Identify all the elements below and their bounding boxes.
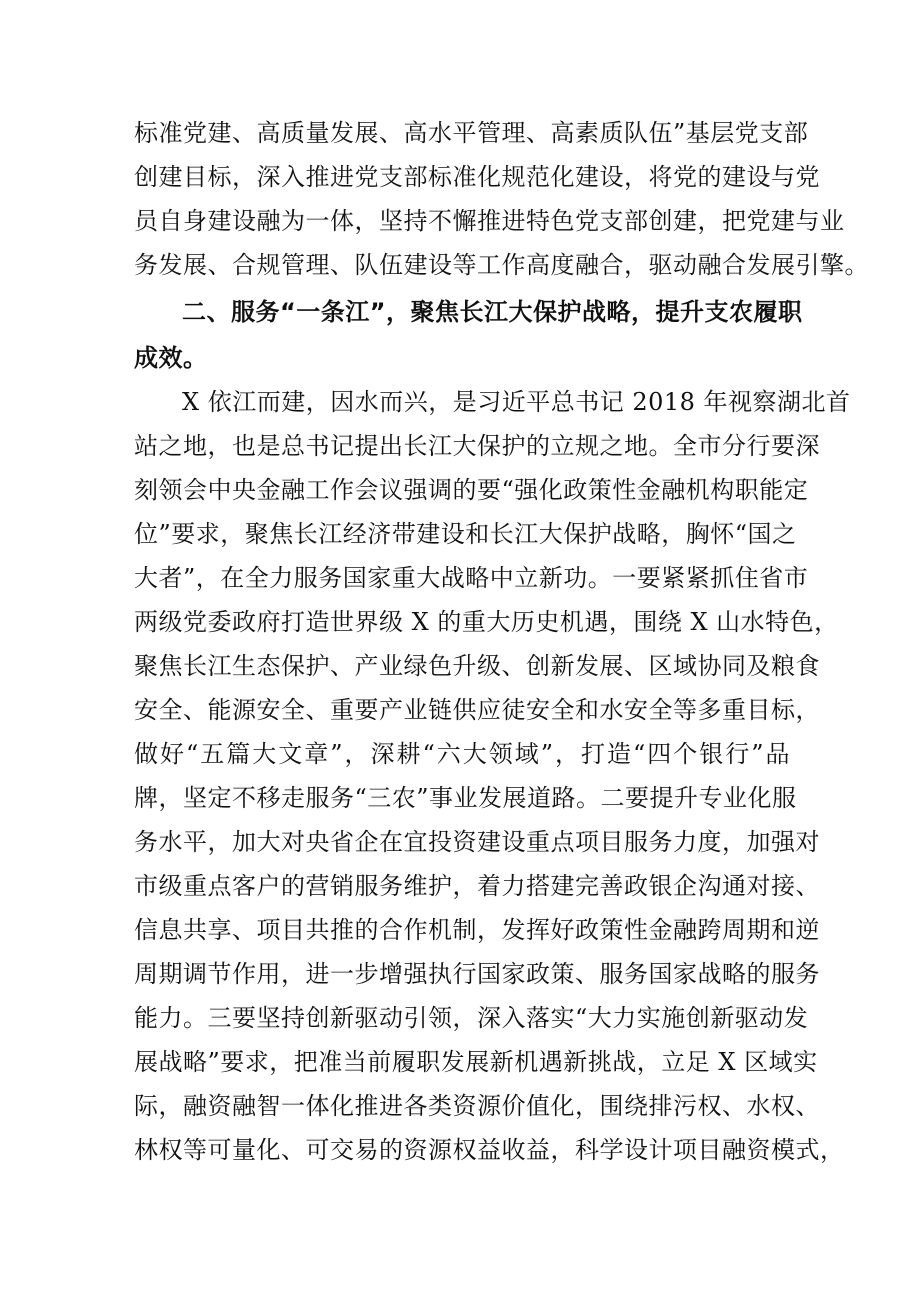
paragraph-2-line-13: 信息共享、项目共推的合作机制，发挥好政策性金融跨周期和逆 [134,916,820,944]
section-heading-line-1: 二、服务“一条江”，聚焦长江大保护战略，提升支农履职 [182,298,803,326]
paragraph-1-line-3: 员自身建设融为一体，坚持不懈推进特色党支部创建，把党建与业 [134,207,845,235]
paragraph-2-line-6: 两级党委政府打造世界级 X 的重大历史机遇，围绕 X 山水特色， [134,608,839,636]
paragraph-2-line-16: 展战略”要求，把准当前履职发展新机遇新挑战，立足 X 区域实 [134,1048,818,1076]
paragraph-2-line-12: 市级重点客户的营销服务维护，着力搭建完善政银企沟通对接、 [134,872,820,900]
paragraph-2-line-14: 周期调节作用，进一步增强执行国家政策、服务国家战略的服务 [134,960,820,988]
paragraph-2-line-9: 做好“五篇大文章”，深耕“六大领域”，打造“四个银行”品 [134,740,790,768]
paragraph-2-line-1: X 依江而建，因水而兴，是习近平总书记 2018 年视察湖北首 [182,388,851,416]
paragraph-2-line-11: 务水平，加大对央省企在宜投资建设重点项目服务力度，加强对 [134,828,820,856]
paragraph-2-line-8: 安全、能源安全、重要产业链供应徒安全和水安全等多重目标， [134,696,820,724]
paragraph-2-line-5: 大者”，在全力服务国家重大战略中立新功。一要紧紧抓住省市 [134,564,809,592]
paragraph-1-line-1: 标准党建、高质量发展、高水平管理、高素质队伍”基层党支部 [134,119,809,147]
paragraph-2-line-3: 刻领会中央金融工作会议强调的要“强化政策性金融机构职能定 [134,476,809,504]
paragraph-2-line-10: 牌，坚定不移走服务“三农”事业发展道路。二要提升专业化服 [134,784,797,812]
paragraph-2-line-7: 聚焦长江生态保护、产业绿色升级、创新发展、区域协同及粮食 [134,652,820,680]
paragraph-2-line-2: 站之地，也是总书记提出长江大保护的立规之地。全市分行要深 [134,432,820,460]
paragraph-2-line-4: 位”要求，聚焦长江经济带建设和长江大保护战略，胸怀“国之 [134,520,797,548]
section-heading-line-2: 成效。 [134,344,208,372]
paragraph-2-line-18: 林权等可量化、可交易的资源权益收益，科学设计项目融资模式， [134,1136,845,1164]
paragraph-1-line-4: 务发展、合规管理、队伍建设等工作高度融合，驱动融合发展引擎。 [134,251,869,279]
paragraph-2-line-17: 际，融资融智一体化推进各类资源价值化，围绕排污权、水权、 [134,1092,820,1120]
paragraph-1-line-2: 创建目标，深入推进党支部标准化规范化建设，将党的建设与党 [134,163,820,191]
paragraph-2-line-15: 能力。三要坚持创新驱动引领，深入落实“大力实施创新驱动发 [134,1004,809,1032]
